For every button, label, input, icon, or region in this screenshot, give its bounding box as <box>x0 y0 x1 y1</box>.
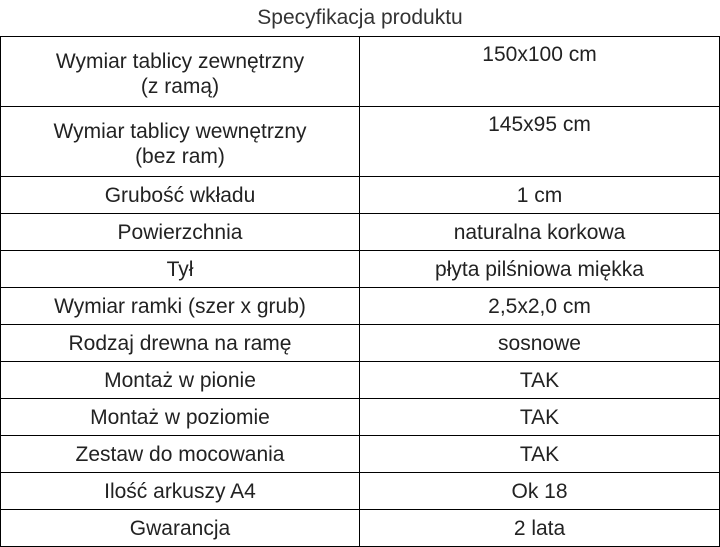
spec-value: 2 lata <box>360 510 720 547</box>
table-row <box>1 510 720 547</box>
spec-label: Tył <box>1 251 360 288</box>
spec-value: płyta pilśniowa miękka <box>360 251 720 288</box>
spec-value: TAK <box>360 362 720 399</box>
spec-value: 145x95 cm <box>360 107 720 177</box>
table-row <box>1 473 720 510</box>
table-row <box>1 107 720 177</box>
spec-label: Powierzchnia <box>1 214 360 251</box>
spec-value: naturalna korkowa <box>360 214 720 251</box>
spec-label: Zestaw do mocowania <box>1 436 360 473</box>
spec-value: Ok 18 <box>360 473 720 510</box>
spec-value: 150x100 cm <box>360 37 720 107</box>
page-title: Specyfikacja produktu <box>257 6 463 29</box>
table-row <box>1 177 720 214</box>
spec-label: Wymiar ramki (szer x grub) <box>1 288 360 325</box>
table-row <box>1 399 720 436</box>
spec-value: 1 cm <box>360 177 720 214</box>
spec-label: Montaż w pionie <box>1 362 360 399</box>
spec-label: Montaż w poziomie <box>1 399 360 436</box>
spec-label: Wymiar tablicy zewnętrzny (z ramą) <box>1 37 360 107</box>
spec-label: Ilość arkuszy A4 <box>1 473 360 510</box>
spec-value: sosnowe <box>360 325 720 362</box>
spec-value: TAK <box>360 436 720 473</box>
table-row <box>1 288 720 325</box>
spec-label: Grubość wkładu <box>1 177 360 214</box>
table-row <box>1 214 720 251</box>
spec-label: Gwarancja <box>1 510 360 547</box>
table-row <box>1 37 720 107</box>
table-row <box>1 436 720 473</box>
table-row <box>1 325 720 362</box>
spec-value: TAK <box>360 399 720 436</box>
table-row <box>1 362 720 399</box>
table-row <box>1 251 720 288</box>
spec-table <box>0 36 720 547</box>
spec-label: Wymiar tablicy wewnętrzny (bez ram) <box>1 107 360 177</box>
spec-label: Rodzaj drewna na ramę <box>1 325 360 362</box>
spec-value: 2,5x2,0 cm <box>360 288 720 325</box>
